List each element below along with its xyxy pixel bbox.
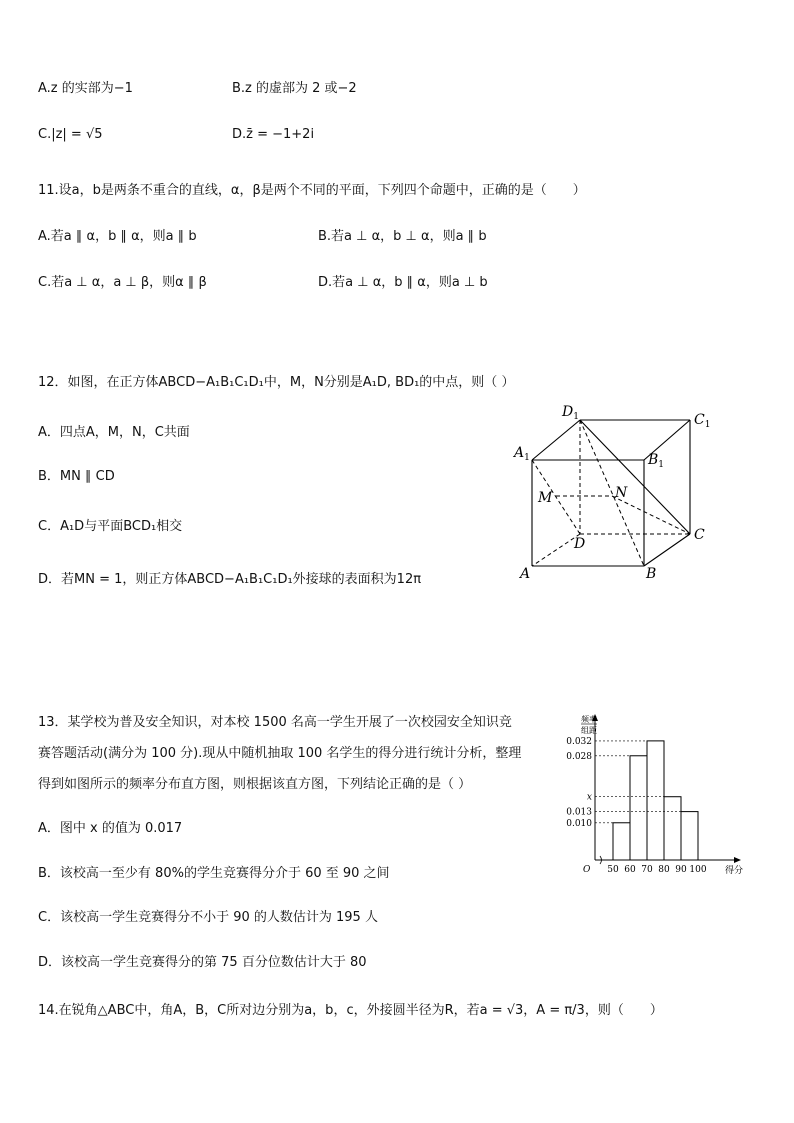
q13-option-c: C．该校高一学生竞赛得分不小于 90 的人数估计为 195 人: [38, 910, 378, 925]
histogram-y-tick: x: [586, 792, 592, 803]
q11-option-d: D.若a ⊥ α，b ∥ α，则a ⊥ b: [318, 275, 488, 290]
histogram-bar: [681, 812, 698, 860]
q10-option-c: C.|z| = √5: [38, 127, 103, 142]
q13-stem-line1: 13．某学校为普及安全知识，对本校 1500 名高一学生开展了一次校园安全知识竞: [38, 715, 512, 730]
x-axis-arrow-icon: [734, 857, 741, 863]
q10-option-d: D.z̄ = −1+2i: [232, 127, 315, 142]
q12-option-d: D．若MN = 1，则正方体ABCD−A₁B₁C₁D₁外接球的表面积为12π: [38, 572, 422, 587]
histogram-y-label-top: 频率: [581, 715, 597, 724]
histogram-bar: [630, 756, 647, 860]
histogram-x-tick: 60: [624, 865, 636, 875]
histogram-x-tick: 50: [607, 865, 619, 875]
histogram-bar: [664, 797, 681, 860]
label-c1: $C_1$: [694, 412, 711, 430]
histogram-bar: [613, 823, 630, 860]
q13-option-d: D．该校高一学生竞赛得分的第 75 百分位数估计大于 80: [38, 955, 367, 970]
q13-option-b: B．该校高一至少有 80%的学生竞赛得分介于 60 至 90 之间: [38, 866, 390, 881]
q14-stem: 14.在锐角△ABC中，角A，B，C所对边分别为a，b，c，外接圆半径为R，若a = √3，A = π/3，则（ ）: [38, 1003, 663, 1018]
histogram-y-tick: 0.010: [566, 818, 592, 829]
frequency-histogram: [555, 712, 745, 882]
histogram-origin: O: [583, 865, 591, 875]
histogram-x-tick: 100: [689, 865, 707, 875]
label-n: N: [615, 485, 628, 501]
histogram-x-label: 得分: [724, 866, 743, 876]
cube-figure: [508, 400, 718, 585]
histogram-y-tick: 0.028: [566, 751, 592, 762]
q12-stem: 12．如图，在正方体ABCD−A₁B₁C₁D₁中，M，N分别是A₁D, BD₁的中点，则（ ）: [38, 375, 515, 390]
histogram-y-tick: 0.032: [566, 736, 592, 747]
q11-option-a: A.若a ∥ α，b ∥ α，则a ∥ b: [38, 229, 197, 244]
label-m: M: [538, 490, 553, 506]
label-d: D: [574, 536, 586, 552]
q10-option-b: B.z 的虚部为 2 或−2: [232, 81, 357, 96]
q12-option-b: B．MN ∥ CD: [38, 469, 115, 484]
histogram-y-tick: 0.013: [566, 807, 592, 818]
label-a1: $A_1$: [514, 445, 530, 463]
q12-option-a: A．四点A，M，N，C共面: [38, 425, 190, 440]
q10-option-a: A.z 的实部为−1: [38, 81, 133, 96]
q11-option-c: C.若a ⊥ α，a ⊥ β，则α ∥ β: [38, 275, 207, 290]
label-a: A: [520, 566, 531, 582]
label-b: B: [646, 566, 657, 582]
q13-option-a: A．图中 x 的值为 0.017: [38, 821, 183, 836]
q12-option-c: C．A₁D与平面BCD₁相交: [38, 519, 183, 534]
histogram-x-tick: 90: [675, 865, 687, 875]
label-b1: $B_1$: [648, 452, 665, 470]
q11-option-b: B.若a ⊥ α，b ⊥ α，则a ∥ b: [318, 229, 487, 244]
label-d1: $D_1$: [562, 404, 579, 422]
q11-stem: 11.设a，b是两条不重合的直线，α，β是两个不同的平面，下列四个命题中，正确的是（ ）: [38, 183, 586, 198]
histogram-x-tick: 80: [658, 865, 670, 875]
histogram-x-tick: 70: [641, 865, 653, 875]
q13-stem-line3: 得到如图所示的频率分布直方图，则根据该直方图，下列结论正确的是（ ）: [38, 777, 472, 792]
q13-stem-line2: 赛答题活动(满分为 100 分).现从中随机抽取 100 名学生的得分进行统计分析，整理: [38, 746, 522, 761]
histogram-bar: [647, 741, 664, 860]
label-c: C: [694, 527, 705, 543]
histogram-y-label-bottom: 组距: [581, 726, 597, 735]
